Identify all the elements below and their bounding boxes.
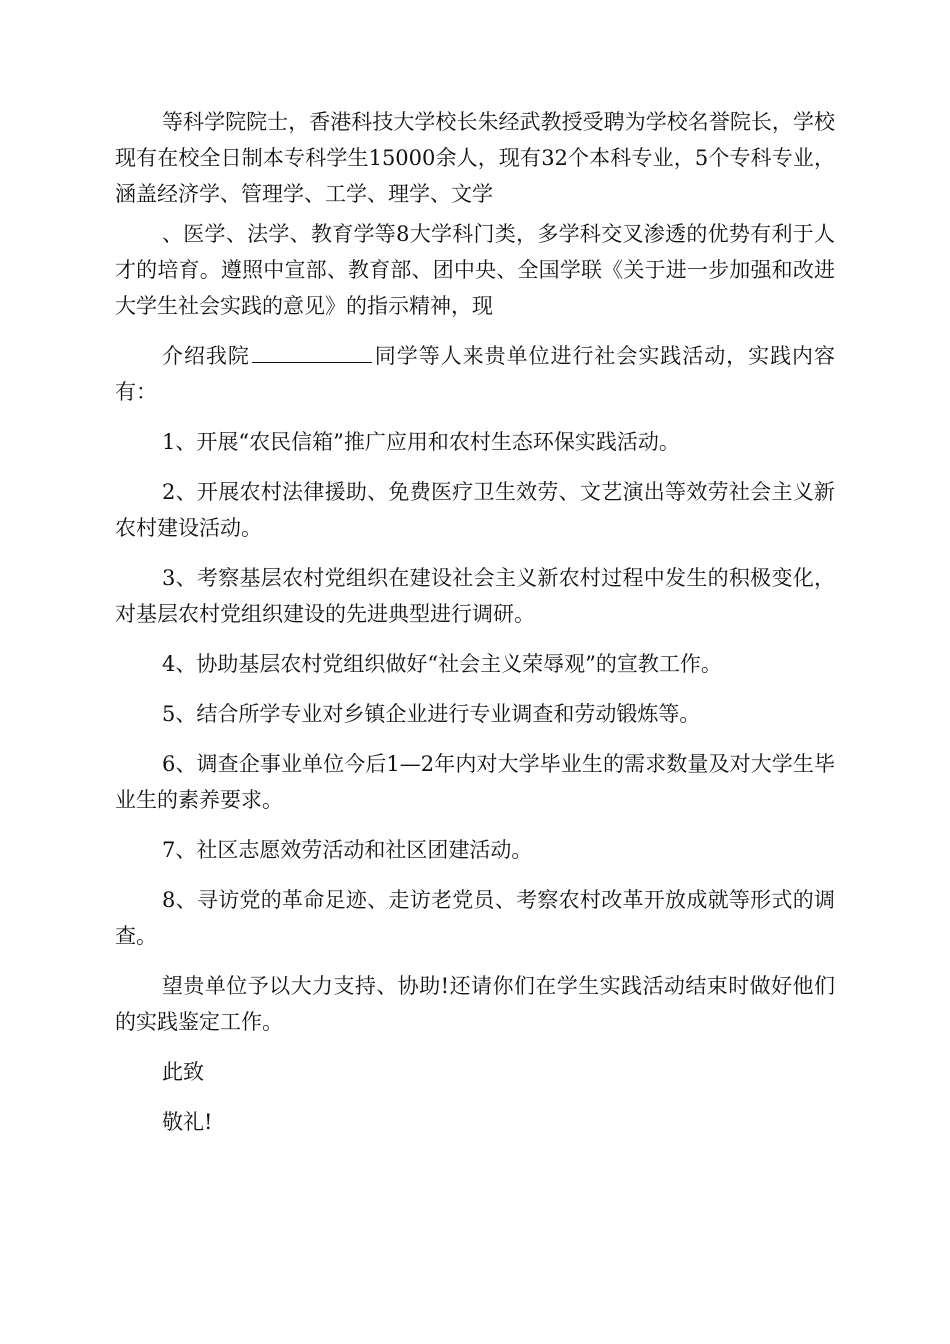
list-item: 7、社区志愿效劳活动和社区团建活动。	[162, 838, 533, 862]
intro-text-before-blank: 介绍我院	[162, 344, 250, 368]
list-item: 8、寻访党的革命足迹、走访老党员、考察农村改革开放成就等形式的调查。	[115, 888, 835, 948]
list-item: 6、调查企事业单位今后1—2年内对大学毕业生的需求数量及对大学生毕业生的素养要求。	[115, 752, 835, 812]
list-item: 2、开展农村法律援助、免费医疗卫生效劳、文艺演出等效劳社会主义新农村建设活动。	[115, 480, 835, 540]
intro-paragraph-1: 等科学院院士，香港科技大学校长朱经武教授受聘为学校名誉院长，学校现有在校全日制本专科学生15000余人，现有32个本科专业，5个专科专业，涵盖经济学、管理学、工学、理学、文学	[115, 110, 835, 206]
salutation-line-2: 敬礼!	[162, 1110, 213, 1134]
intro-text-after-blank: 同学等人来贵单位进行社会实践活动，实践内容有：	[115, 344, 836, 404]
document-page	[115, 104, 835, 1154]
introduction-paragraph	[115, 338, 835, 410]
student-name-blank	[252, 342, 372, 363]
intro-paragraph-2: 、医学、法学、教育学等8大学科门类，多学科交叉渗透的优势有利于人才的培育。遵照中宣部、教育部、团中央、全国学联《关于进一步加强和改进大学生社会实践的意见》的指示精神，现	[115, 222, 835, 318]
closing-paragraph: 望贵单位予以大力支持、协助!还请你们在学生实践活动结束时做好他们的实践鉴定工作。	[115, 974, 835, 1034]
list-item: 4、协助基层农村党组织做好“社会主义荣辱观”的宣教工作。	[162, 652, 722, 676]
list-item: 5、结合所学专业对乡镇企业进行专业调查和劳动锻炼等。	[162, 702, 701, 726]
list-item: 1、开展“农民信箱”推广应用和农村生态环保实践活动。	[162, 430, 680, 454]
list-item: 3、考察基层农村党组织在建设社会主义新农村过程中发生的积极变化，对基层农村党组织建设的先进典型进行调研。	[115, 566, 835, 626]
salutation-line-1: 此致	[162, 1060, 204, 1084]
